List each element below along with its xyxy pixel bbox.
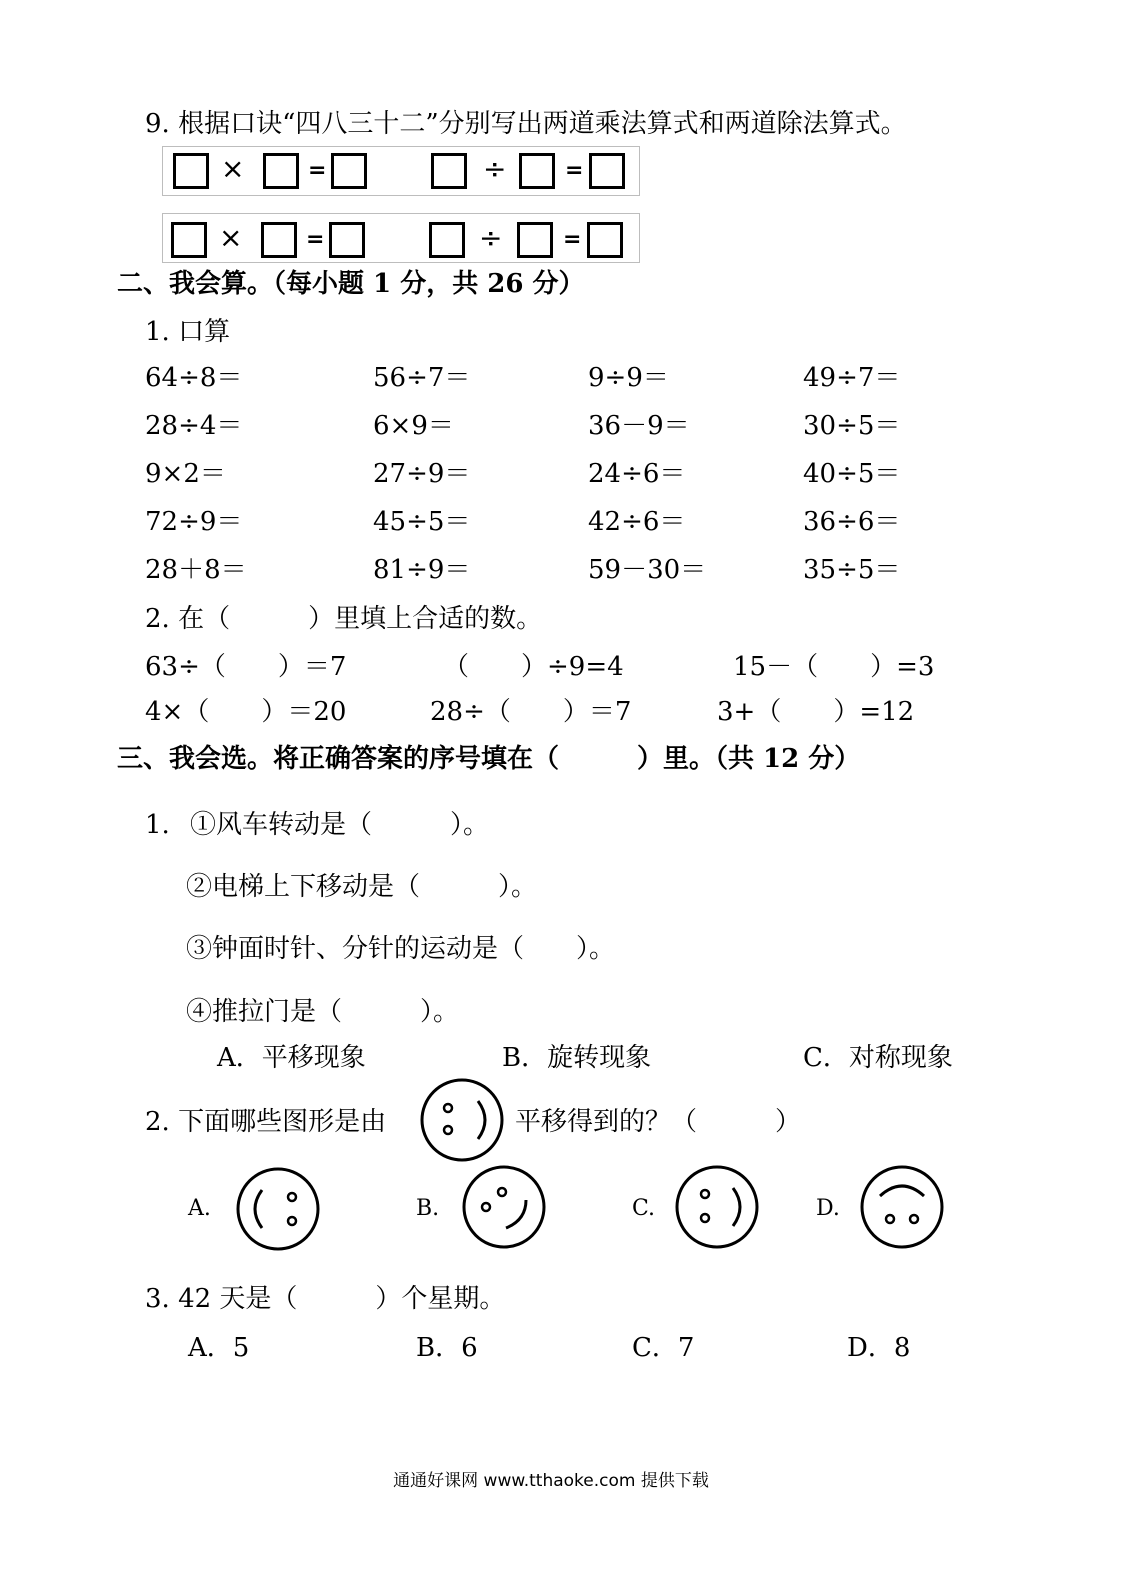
fill-blank-item: 4×（ ）＝20 <box>145 697 347 727</box>
q1-item: ④推拉门是（ ）。 <box>186 997 460 1027</box>
option-a-figure[interactable] <box>234 1166 322 1252</box>
fill-blank-item: 63÷（ ）＝7 <box>145 652 347 682</box>
times-sign: × <box>221 152 245 185</box>
oral-calc-item: 9×2＝ <box>145 459 226 489</box>
oral-calc-item: 49÷7＝ <box>803 363 901 393</box>
q2-option-label: C. <box>632 1196 656 1221</box>
oral-calc-item: 45÷5＝ <box>373 507 471 537</box>
divide-sign: ÷ <box>483 152 507 185</box>
oral-calc-item: 64÷8＝ <box>145 363 243 393</box>
fill-blank-item: （ ）÷9=4 <box>443 652 624 682</box>
oral-calc-item: 9÷9＝ <box>588 363 669 393</box>
answer-box[interactable] <box>431 153 467 189</box>
section2-title: 二、我会算。（每小题 1 分，共 26 分） <box>117 269 585 299</box>
option-b-figure[interactable] <box>460 1164 548 1250</box>
q2-option-label: A. <box>188 1196 211 1221</box>
oral-calc-item: 27÷9＝ <box>373 459 471 489</box>
oral-calc-item: 40÷5＝ <box>803 459 901 489</box>
option-c-figure[interactable] <box>673 1164 761 1250</box>
option-d-figure[interactable] <box>858 1164 946 1250</box>
oral-calc-item: 30÷5＝ <box>803 411 901 441</box>
answer-box[interactable] <box>589 153 625 189</box>
oral-calc-item: 72÷9＝ <box>145 507 243 537</box>
q1-option: C．对称现象 <box>803 1043 953 1073</box>
q1-item: ③钟面时针、分针的运动是（ ）。 <box>186 934 616 964</box>
oral-calc-item: 36－9＝ <box>588 411 690 441</box>
section2-sub1: 1. 口算 <box>145 317 231 347</box>
q2-text-after: 平移得到的？（ ） <box>515 1107 802 1137</box>
q1-item: ①风车转动是（ ）。 <box>190 810 490 840</box>
oral-calc-item: 56÷7＝ <box>373 363 471 393</box>
divide-sign: ÷ <box>479 221 503 254</box>
q1-option: B．旋转现象 <box>502 1043 652 1073</box>
oral-calc-item: 24÷6＝ <box>588 459 686 489</box>
answer-box[interactable] <box>173 153 209 189</box>
oral-calc-item: 81÷9＝ <box>373 555 471 585</box>
fill-blank-item: 28÷（ ）＝7 <box>430 697 632 727</box>
section2-sub2: 2. 在（ ）里填上合适的数。 <box>145 604 543 634</box>
answer-box[interactable] <box>171 222 207 258</box>
oral-calc-item: 6×9＝ <box>373 411 454 441</box>
q3-option: C．7 <box>632 1333 695 1363</box>
q2-option-label: B. <box>416 1196 440 1221</box>
equals-sign: = <box>563 227 582 252</box>
answer-strip-2 <box>162 213 640 263</box>
answer-box[interactable] <box>331 153 367 189</box>
equals-sign: = <box>306 227 325 252</box>
q3-option: D．8 <box>847 1333 911 1363</box>
answer-strip-1 <box>162 146 640 196</box>
times-sign: × <box>219 221 243 254</box>
q2-option-label: D. <box>816 1196 840 1221</box>
fill-blank-item: 15－（ ）=3 <box>733 652 935 682</box>
equals-sign: = <box>308 158 327 183</box>
oral-calc-item: 42÷6＝ <box>588 507 686 537</box>
oral-calc-item: 28÷4＝ <box>145 411 243 441</box>
q3-option: A．5 <box>188 1333 250 1363</box>
q9-text: 9. 根据口诀“四八三十二”分别写出两道乘法算式和两道除法算式。 <box>145 109 907 139</box>
equals-sign: = <box>565 158 584 183</box>
q1-item: ②电梯上下移动是（ ）。 <box>186 872 538 902</box>
reference-smiley-figure <box>418 1077 506 1163</box>
answer-box[interactable] <box>263 153 299 189</box>
answer-box[interactable] <box>517 222 553 258</box>
oral-calc-item: 36÷6＝ <box>803 507 901 537</box>
footer-text: 通通好课网 www.tthaoke.com 提供下载 <box>393 1471 709 1491</box>
q1-number: 1. <box>145 810 170 840</box>
answer-box[interactable] <box>429 222 465 258</box>
answer-box[interactable] <box>519 153 555 189</box>
q3-option: B．6 <box>416 1333 478 1363</box>
answer-box[interactable] <box>329 222 365 258</box>
oral-calc-item: 28＋8＝ <box>145 555 247 585</box>
section3-title: 三、我会选。将正确答案的序号填在（ ）里。（共 12 分） <box>117 744 861 774</box>
q2-text-before: 2. 下面哪些图形是由 <box>145 1107 387 1137</box>
fill-blank-item: 3+（ ）=12 <box>717 697 915 727</box>
answer-box[interactable] <box>261 222 297 258</box>
q1-option: A．平移现象 <box>217 1043 366 1073</box>
oral-calc-item: 59－30＝ <box>588 555 707 585</box>
answer-box[interactable] <box>587 222 623 258</box>
q3-text: 3. 42 天是（ ）个星期。 <box>145 1284 506 1314</box>
oral-calc-item: 35÷5＝ <box>803 555 901 585</box>
